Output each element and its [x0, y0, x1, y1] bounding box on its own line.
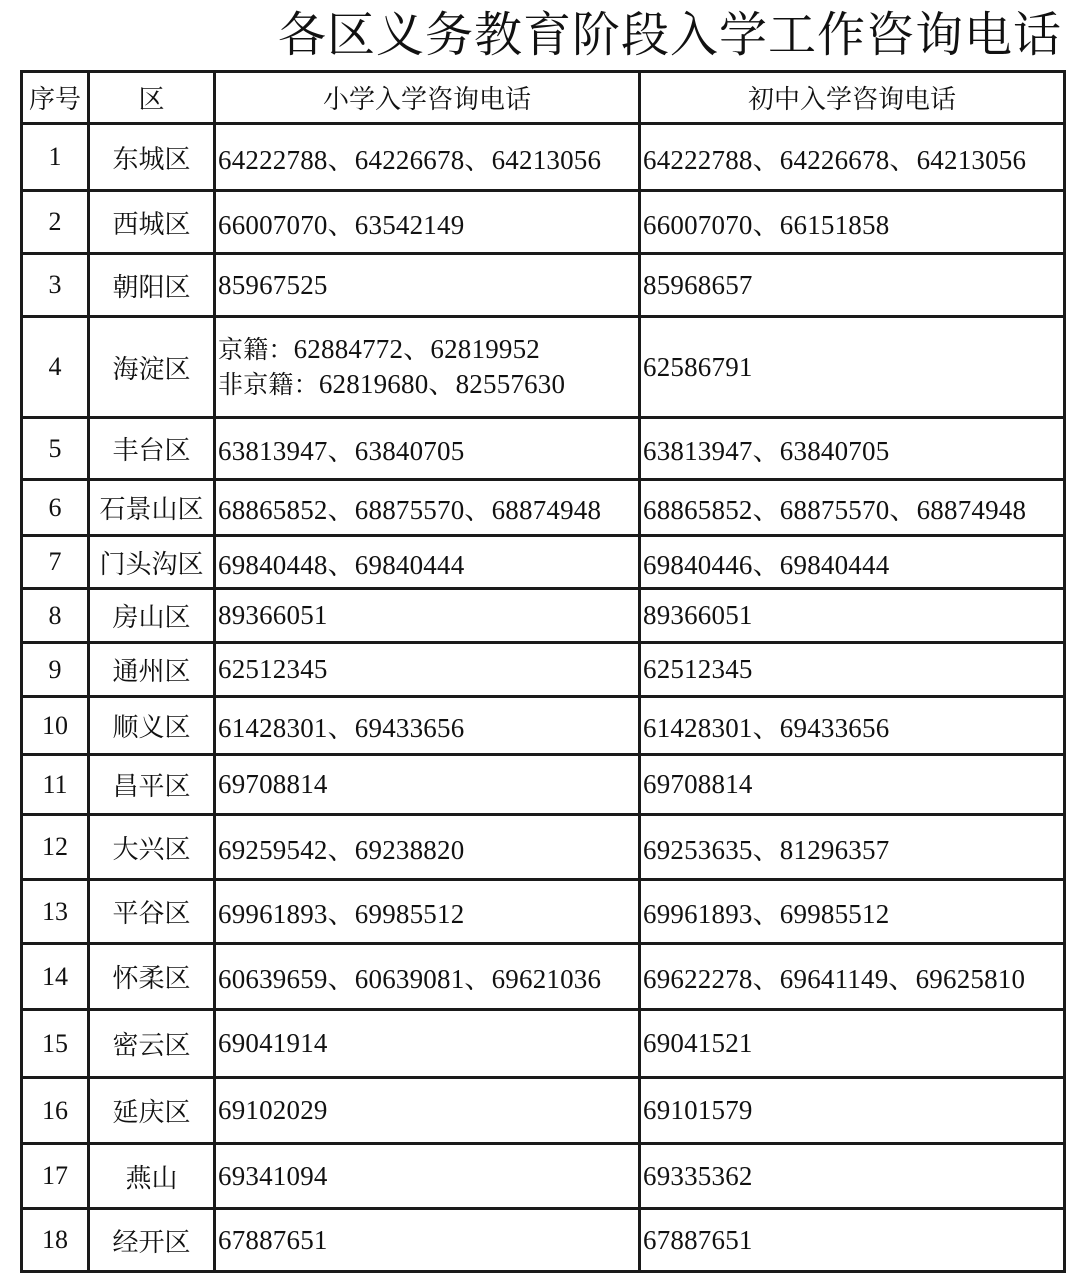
row-primary-phone: 64222788、64226678、64213056 [215, 124, 640, 191]
table-row [22, 480, 1065, 536]
row-primary-phone: 63813947、63840705 [215, 418, 640, 480]
row-middle-phone: 62586791 [640, 317, 1065, 418]
row-middle-phone: 66007070、66151858 [640, 191, 1065, 254]
table-row [22, 1209, 1065, 1272]
row-index: 3 [22, 254, 89, 317]
table-row [22, 536, 1065, 589]
row-index: 1 [22, 124, 89, 191]
row-index: 7 [22, 536, 89, 589]
table-row [22, 1010, 1065, 1078]
row-district: 石景山区 [89, 480, 215, 536]
row-primary-phone: 69041914 [215, 1010, 640, 1078]
table-row [22, 815, 1065, 880]
row-middle-phone: 69101579 [640, 1078, 1065, 1144]
row-district: 燕山 [89, 1144, 215, 1209]
beijing-numbers: 62884772、62819952 [293, 334, 541, 364]
header-middle-phone: 初中入学咨询电话 [640, 72, 1065, 124]
row-middle-phone: 69041521 [640, 1010, 1065, 1078]
row-district: 海淀区 [89, 317, 215, 418]
table-row [22, 944, 1065, 1010]
row-index: 12 [22, 815, 89, 880]
row-primary-phone: 60639659、60639081、69621036 [215, 944, 640, 1010]
table-row [22, 254, 1065, 317]
row-district: 平谷区 [89, 880, 215, 944]
row-district: 朝阳区 [89, 254, 215, 317]
table-row [22, 317, 1065, 418]
row-primary-phone: 69708814 [215, 755, 640, 815]
row-district: 顺义区 [89, 697, 215, 755]
row-middle-phone: 67887651 [640, 1209, 1065, 1272]
row-district: 东城区 [89, 124, 215, 191]
row-district: 大兴区 [89, 815, 215, 880]
row-index: 15 [22, 1010, 89, 1078]
row-primary-phone: 66007070、63542149 [215, 191, 640, 254]
row-primary-phone: 62512345 [215, 643, 640, 697]
header-primary-phone: 小学入学咨询电话 [215, 72, 640, 124]
row-primary-phone: 85967525 [215, 254, 640, 317]
row-district: 通州区 [89, 643, 215, 697]
table-row [22, 589, 1065, 643]
header-district: 区 [89, 72, 215, 124]
row-district: 门头沟区 [89, 536, 215, 589]
row-middle-phone: 69253635、81296357 [640, 815, 1065, 880]
row-middle-phone: 69708814 [640, 755, 1065, 815]
contact-table [20, 70, 1066, 1273]
row-index: 8 [22, 589, 89, 643]
row-district: 经开区 [89, 1209, 215, 1272]
header-index: 序号 [22, 72, 89, 124]
row-middle-phone: 69840446、69840444 [640, 536, 1065, 589]
row-middle-phone: 69961893、69985512 [640, 880, 1065, 944]
row-index: 18 [22, 1209, 89, 1272]
row-middle-phone: 89366051 [640, 589, 1065, 643]
table-row [22, 755, 1065, 815]
row-district: 怀柔区 [89, 944, 215, 1010]
row-index: 17 [22, 1144, 89, 1209]
row-primary-phone: 69259542、69238820 [215, 815, 640, 880]
row-middle-phone: 69335362 [640, 1144, 1065, 1209]
row-index: 11 [22, 755, 89, 815]
row-index: 5 [22, 418, 89, 480]
table-row [22, 1144, 1065, 1209]
row-district: 昌平区 [89, 755, 215, 815]
row-index: 14 [22, 944, 89, 1010]
row-middle-phone: 62512345 [640, 643, 1065, 697]
table-row [22, 880, 1065, 944]
row-index: 9 [22, 643, 89, 697]
row-middle-phone: 63813947、63840705 [640, 418, 1065, 480]
row-primary-phone: 69840448、69840444 [215, 536, 640, 589]
row-index: 4 [22, 317, 89, 418]
row-index: 10 [22, 697, 89, 755]
primary-phone-nonbeijing [218, 367, 638, 402]
row-middle-phone: 68865852、68875570、68874948 [640, 480, 1065, 536]
table-row [22, 191, 1065, 254]
row-district: 西城区 [89, 191, 215, 254]
row-primary-phone: 69341094 [215, 1144, 640, 1209]
table-row [22, 418, 1065, 480]
row-district: 丰台区 [89, 418, 215, 480]
row-index: 13 [22, 880, 89, 944]
row-middle-phone: 69622278、69641149、69625810 [640, 944, 1065, 1010]
row-primary-phone: 67887651 [215, 1209, 640, 1272]
row-primary-phone: 69102029 [215, 1078, 640, 1144]
nonbeijing-label: 非京籍： [218, 370, 319, 399]
table-row [22, 124, 1065, 191]
row-primary-phone: 69961893、69985512 [215, 880, 640, 944]
nonbeijing-numbers: 62819680、82557630 [318, 369, 566, 399]
row-district: 房山区 [89, 589, 215, 643]
row-index: 16 [22, 1078, 89, 1144]
beijing-label: 京籍： [218, 335, 294, 364]
primary-phone-beijing [218, 332, 638, 367]
row-index: 2 [22, 191, 89, 254]
table-row [22, 643, 1065, 697]
row-primary-phone: 89366051 [215, 589, 640, 643]
row-middle-phone: 85968657 [640, 254, 1065, 317]
table-header-row [22, 72, 1065, 124]
page-title: 各区义务教育阶段入学工作咨询电话 [277, 7, 1062, 63]
table-row [22, 697, 1065, 755]
row-primary-phone: 61428301、69433656 [215, 697, 640, 755]
table-row [22, 1078, 1065, 1144]
row-primary-phone [215, 317, 640, 418]
row-middle-phone: 64222788、64226678、64213056 [640, 124, 1065, 191]
row-middle-phone: 61428301、69433656 [640, 697, 1065, 755]
row-district: 延庆区 [89, 1078, 215, 1144]
row-district: 密云区 [89, 1010, 215, 1078]
row-index: 6 [22, 480, 89, 536]
row-primary-phone: 68865852、68875570、68874948 [215, 480, 640, 536]
